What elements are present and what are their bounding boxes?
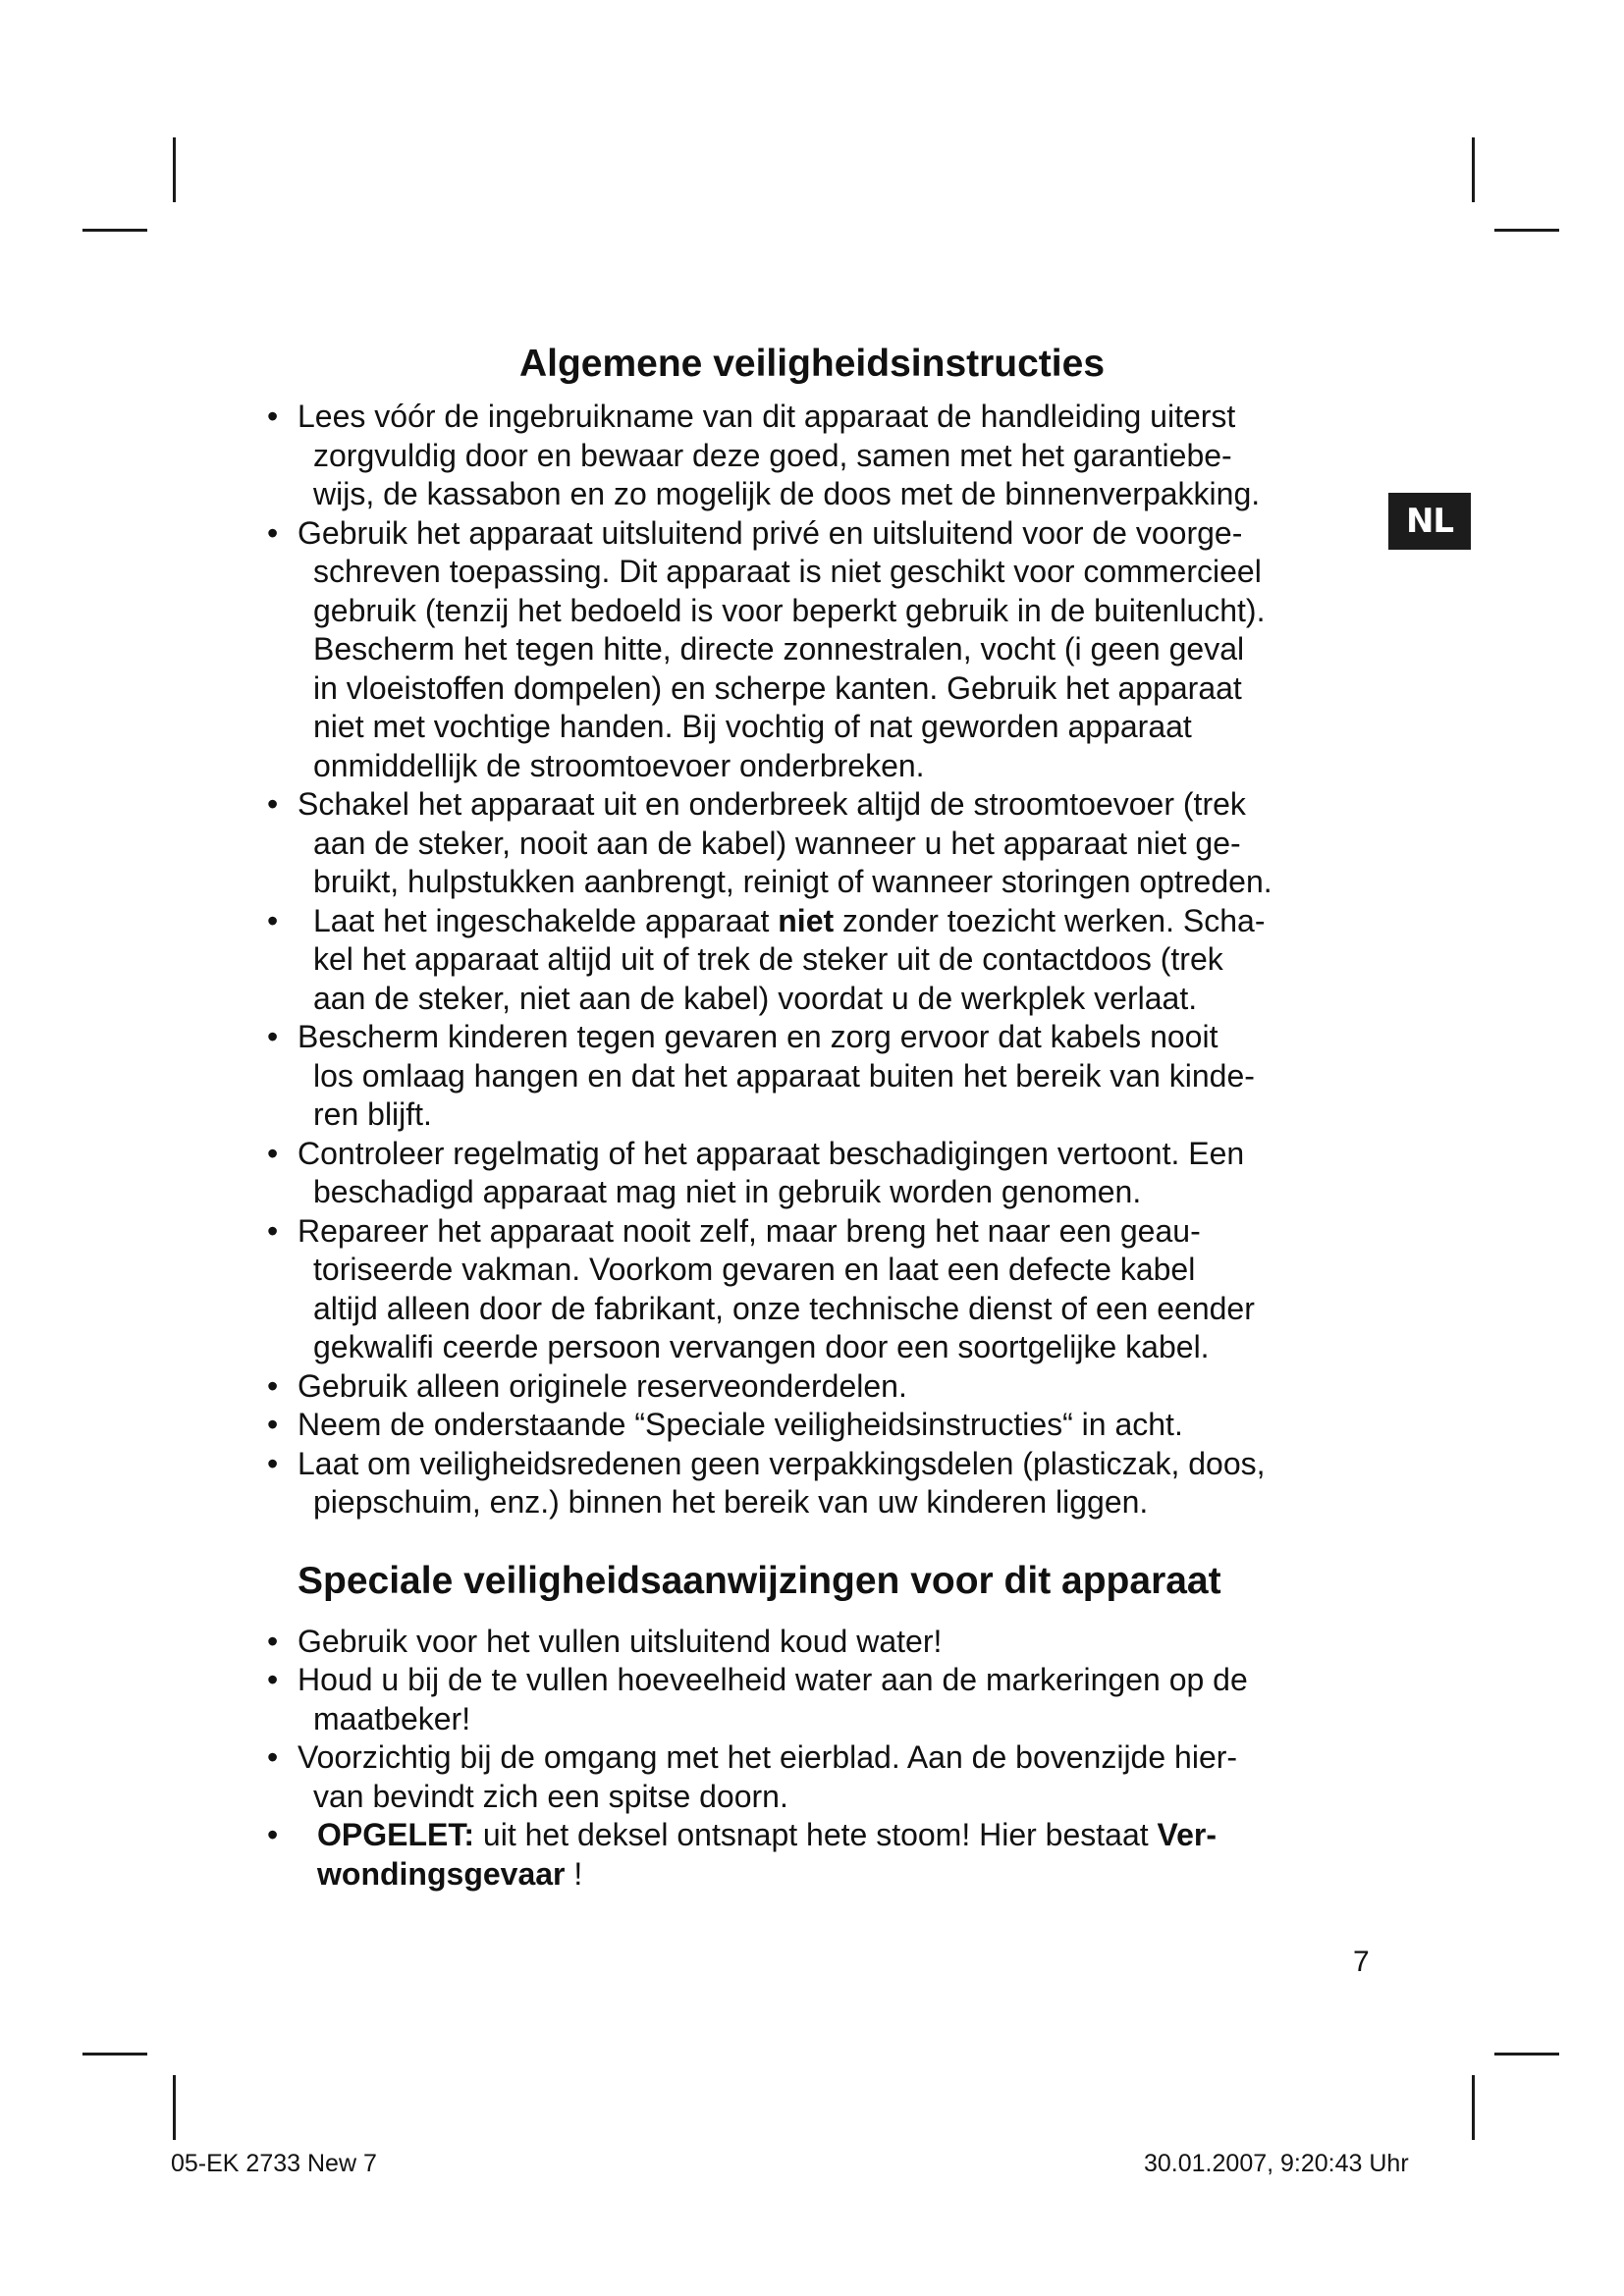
text-line: maatbeker! — [313, 1700, 471, 1736]
list-item — [262, 514, 1391, 786]
text-line: • Schakel het apparaat uit en onderbreek altijd de stroomtoevoer (trek — [298, 786, 1246, 822]
crop-mark — [82, 2053, 147, 2056]
list-item — [262, 1623, 1391, 1662]
warning-label: OPGELET: — [317, 1817, 475, 1852]
text-line: niet met vochtige handen. Bij vochtig of nat geworden apparaat — [313, 709, 1192, 744]
text-line — [298, 1855, 1391, 1895]
crop-mark — [82, 229, 147, 232]
page-number: 7 — [1353, 1946, 1370, 1978]
list-item — [262, 902, 1391, 1019]
text-line: • Laat om veiligheidsredenen geen verpakkingsdelen (plasticzak, doos, — [298, 1445, 1266, 1481]
list-item — [262, 1018, 1391, 1135]
list-item — [262, 1212, 1391, 1367]
text-fragment: Laat het ingeschakelde apparaat — [313, 902, 779, 938]
list-item — [262, 1367, 1391, 1407]
text-line: wijs, de kassabon en zo mogelijk de doos met de binnenverpakking. — [313, 476, 1261, 511]
text-line: van bevindt zich een spitse doorn. — [313, 1778, 788, 1814]
text-line: • Voorzichtig bij de omgang met het eierblad. Aan de bovenzijde hier- — [298, 1739, 1238, 1775]
text-line: in vloeistoffen dompelen) en scherpe kanten. Gebruik het apparaat — [313, 669, 1242, 706]
text-line: • Repareer het apparaat nooit zelf, maar breng het naar een geau- — [298, 1212, 1201, 1249]
text-line: • Controleer regelmatig of het apparaat beschadigingen vertoont. Een — [298, 1135, 1245, 1171]
list-item — [262, 1406, 1391, 1445]
section-title-general-safety: Algemene veiligheidsinstructies — [518, 343, 1106, 385]
crop-mark — [1494, 229, 1559, 232]
text-line — [298, 902, 1391, 941]
list-item — [262, 1661, 1391, 1738]
warning-item — [262, 1816, 1391, 1894]
text-line: aan de steker, nooit aan de kabel) wanneer u het apparaat niet ge- — [313, 825, 1241, 861]
text-line — [298, 1816, 1391, 1855]
section-title-special-safety: Speciale veiligheidsaanwijzingen voor dit apparaat — [298, 1559, 1221, 1602]
crop-mark — [173, 2075, 176, 2140]
list-item — [262, 1445, 1391, 1522]
emphasis-text: wondingsgevaar — [317, 1855, 566, 1892]
text-line: • Neem de onderstaande “Speciale veiligheidsinstructies“ in acht. — [298, 1407, 1183, 1442]
text-line: onmiddellijk de stroomtoevoer onderbreken. — [313, 747, 925, 783]
language-tab: NL — [1388, 493, 1471, 550]
list-item — [262, 785, 1391, 902]
text-line: schreven toepassing. Dit apparaat is niet geschikt voor commercieel — [313, 554, 1262, 589]
text-line: toriseerde vakman. Voorkom gevaren en laat een defecte kabel — [313, 1252, 1196, 1287]
text-line: gekwalifi ceerde persoon vervangen door een soortgelijke kabel. — [313, 1329, 1210, 1364]
text-line: • Gebruik het apparaat uitsluitend privé en uitsluitend voor de voorge- — [298, 514, 1243, 551]
footer-timestamp: 30.01.2007, 9:20:43 Uhr — [1144, 2150, 1409, 2177]
text-line: kel het apparaat altijd uit of trek de steker uit de contactdoos (trek — [313, 941, 1223, 977]
text-fragment: ! — [565, 1855, 583, 1892]
text-line: aan de steker, niet aan de kabel) voordat u de werkplek verlaat. — [313, 980, 1198, 1016]
list-item — [262, 1738, 1391, 1816]
text-line: Bescherm het tegen hitte, directe zonnestralen, vocht (i geen geval — [313, 631, 1245, 667]
text-line: beschadigd apparaat mag niet in gebruik worden genomen. — [313, 1174, 1142, 1209]
text-fragment: zonder toezicht werken. Scha- — [834, 902, 1266, 938]
text-line: altijd alleen door de fabrikant, onze technische dienst of een eender — [313, 1290, 1255, 1326]
general-safety-list — [262, 398, 1391, 1522]
crop-mark — [1472, 2075, 1475, 2140]
footer-file-info: 05-EK 2733 New 7 — [171, 2150, 377, 2177]
crop-mark — [1472, 137, 1475, 202]
special-safety-list — [262, 1623, 1391, 1895]
main-content — [262, 341, 1391, 1894]
text-line: • Gebruik alleen originele reserveonderdelen. — [298, 1367, 907, 1404]
crop-mark — [173, 137, 176, 202]
emphasis-not: niet — [778, 902, 835, 938]
text-line: • Bescherm kinderen tegen gevaren en zorg ervoor dat kabels nooit — [298, 1019, 1218, 1054]
list-item — [262, 1135, 1391, 1212]
text-line: piepschuim, enz.) binnen het bereik van uw kinderen liggen. — [313, 1484, 1149, 1520]
text-line: los omlaag hangen en dat het apparaat buiten het bereik van kinde- — [313, 1057, 1255, 1094]
text-line: • Gebruik voor het vullen uitsluitend koud water! — [298, 1623, 943, 1659]
text-fragment: uit het deksel ontsnapt hete stoom! Hier bestaat — [474, 1817, 1158, 1852]
list-item — [262, 398, 1391, 514]
text-line: zorgvuldig door en bewaar deze goed, samen met het garantiebe- — [313, 437, 1232, 473]
crop-mark — [1494, 2053, 1559, 2056]
emphasis-text: Ver- — [1157, 1817, 1218, 1852]
text-line: ren blijft. — [313, 1096, 432, 1132]
text-line: • Houd u bij de te vullen hoeveelheid water aan de markeringen op de — [298, 1662, 1248, 1697]
text-line: gebruik (tenzij het bedoeld is voor beperkt gebruik in de buitenlucht). — [313, 592, 1266, 628]
text-line: bruikt, hulpstukken aanbrengt, reinigt of wanneer storingen optreden. — [313, 864, 1272, 899]
text-line: • Lees vóór de ingebruikname van dit apparaat de handleiding uiterst — [298, 399, 1236, 434]
